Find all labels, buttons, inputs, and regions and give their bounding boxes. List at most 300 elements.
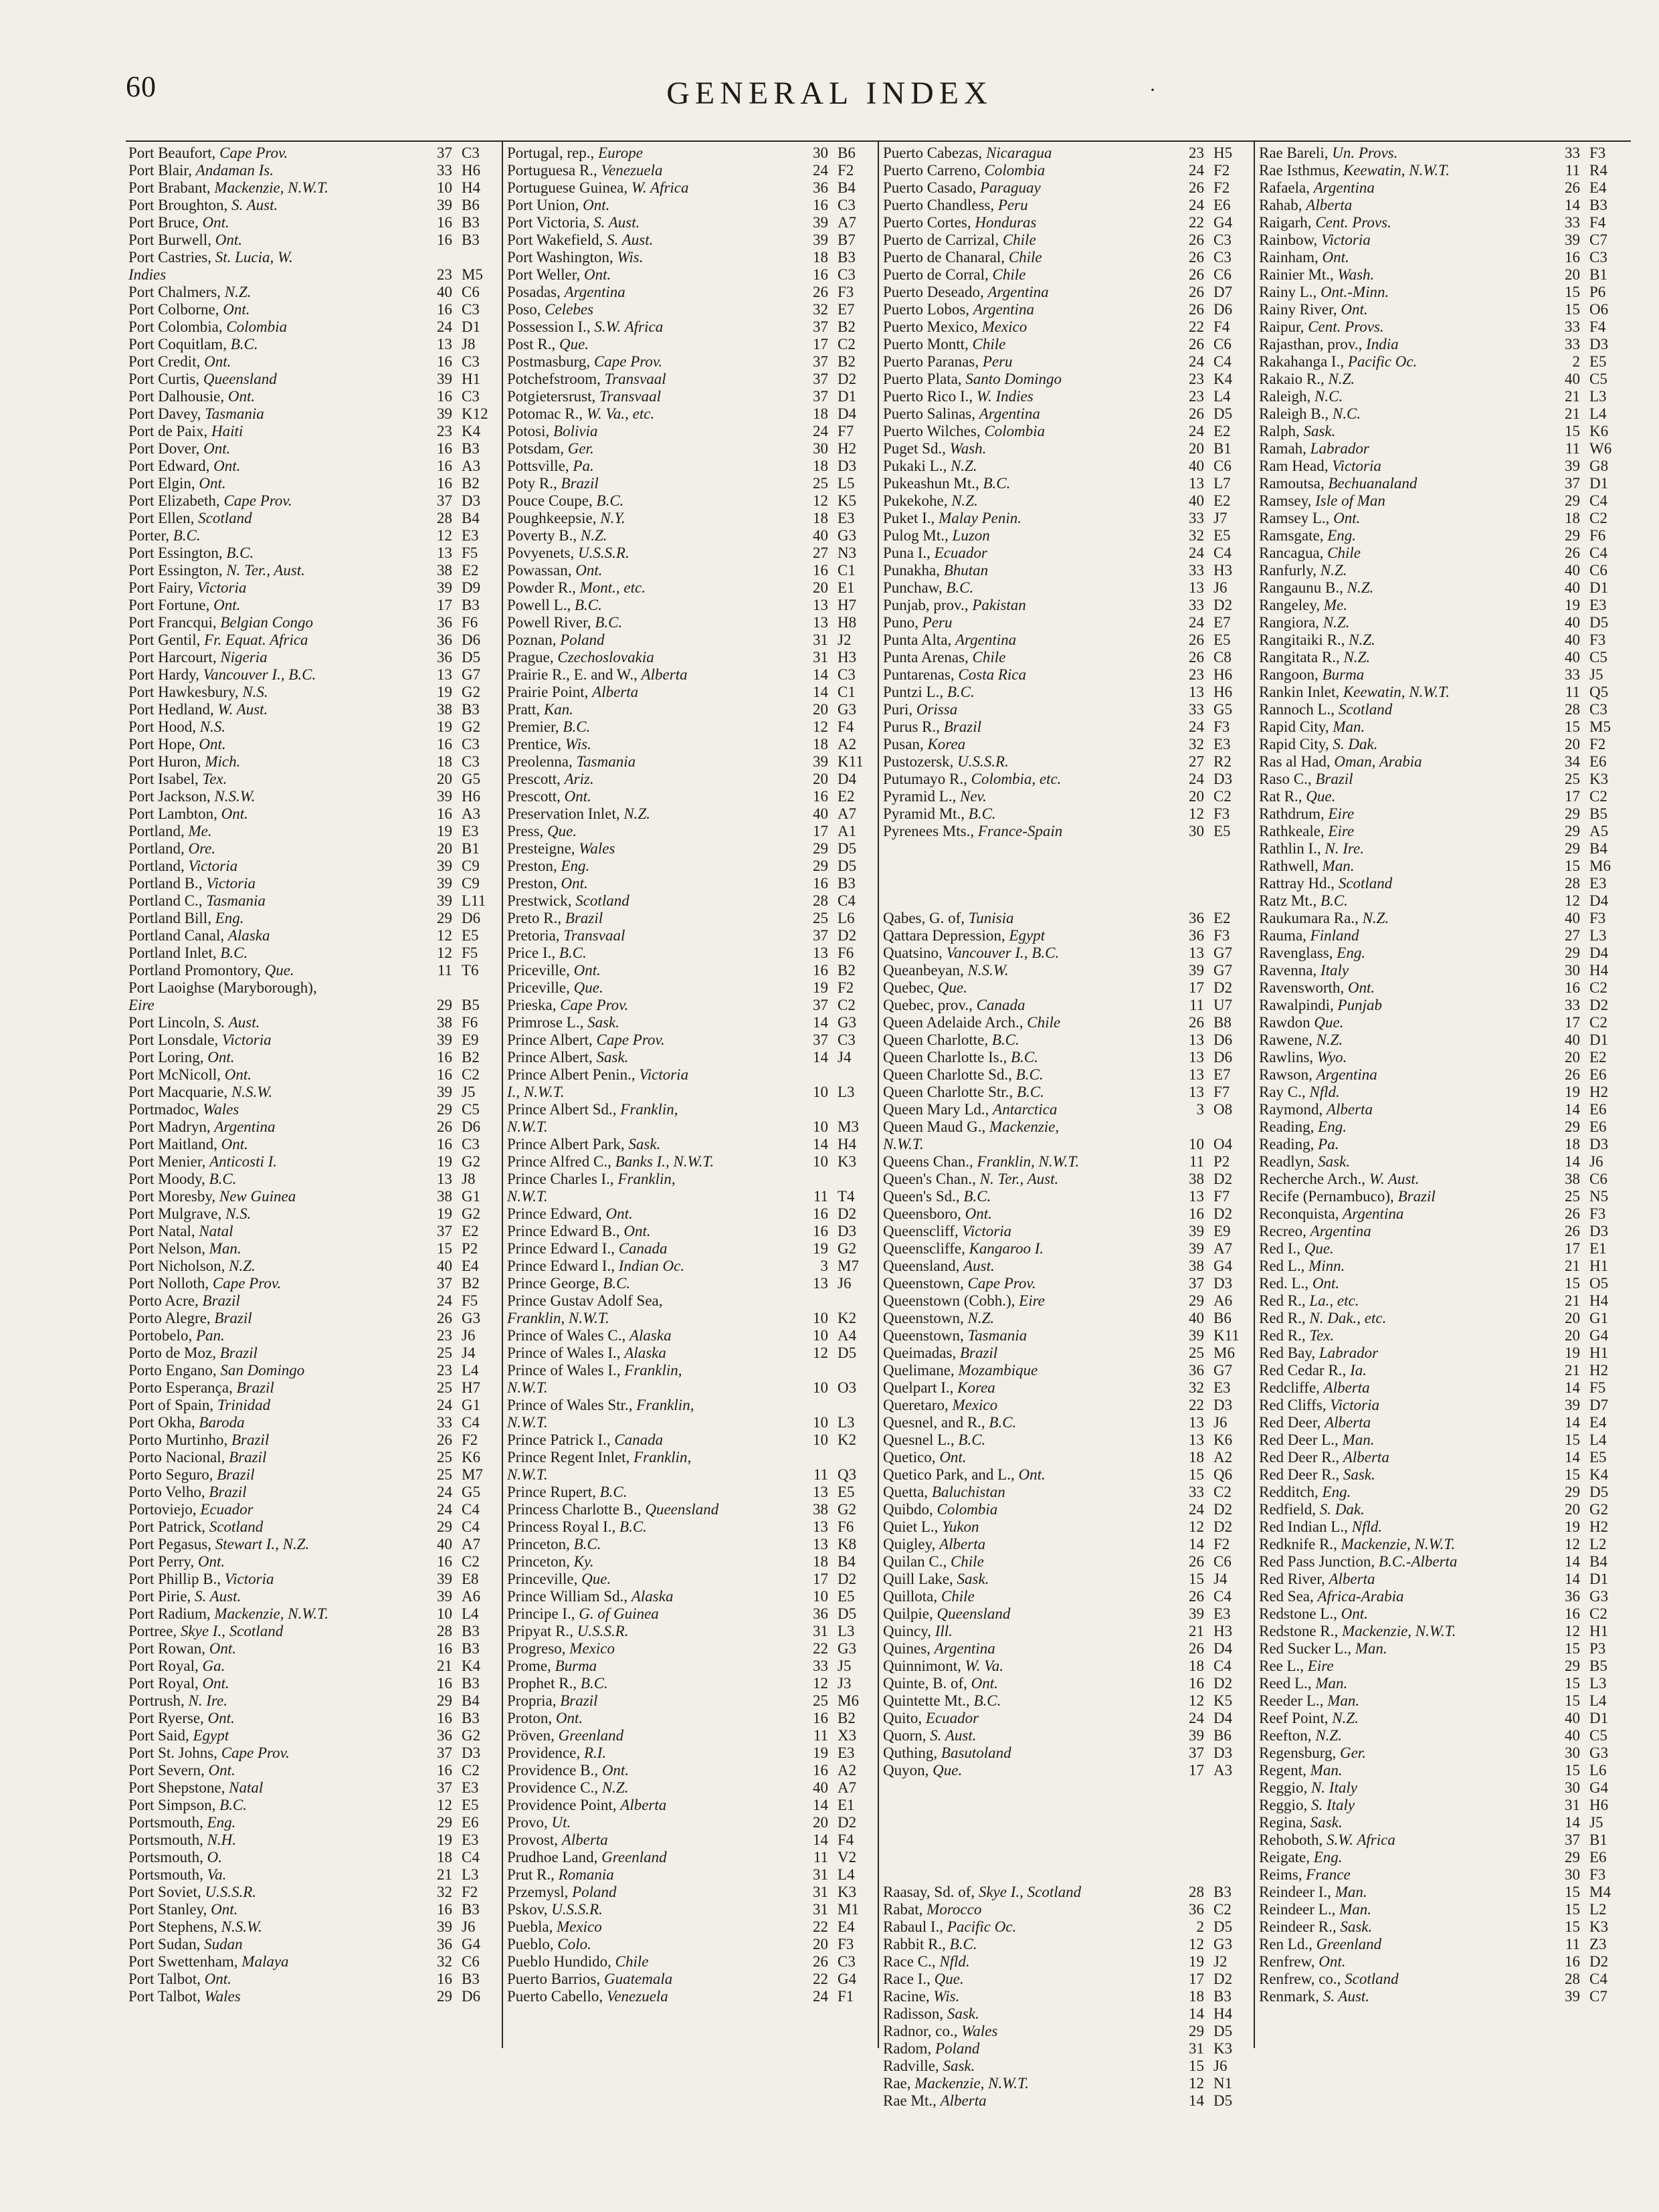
entry-region: Ill.	[935, 1623, 953, 1639]
entry-map-page: 25	[813, 475, 828, 492]
entry-map-page: 18	[813, 1553, 828, 1570]
index-entry	[1259, 475, 1624, 492]
entry-region: Baroda	[199, 1414, 245, 1431]
entry-grid-ref: G7	[462, 666, 481, 683]
entry-name	[128, 1727, 423, 1744]
index-entry	[883, 1710, 1248, 1727]
entry-place: Port Nelson,	[128, 1240, 209, 1257]
entry-grid-ref: C6	[1213, 458, 1232, 474]
entry-region: Ont.	[203, 440, 231, 457]
index-entry	[1259, 1571, 1624, 1588]
entry-map-page: 27	[1565, 927, 1580, 944]
entry-map-page: 19	[1565, 1518, 1580, 1535]
entry-name	[883, 2075, 1175, 2092]
entry-map-page: 39	[1189, 1240, 1204, 1257]
entry-name	[507, 562, 799, 579]
entry-place: Port Ellen,	[128, 510, 199, 526]
entry-place: Queensland,	[883, 1258, 964, 1274]
entry-name	[1259, 301, 1551, 318]
entry-map-page: 14	[1189, 1536, 1204, 1552]
entry-map-page: 39	[1565, 458, 1580, 474]
entry-map-page: 15	[1565, 1901, 1580, 1918]
entry-map-page: 40	[1565, 614, 1580, 631]
index-entry	[883, 805, 1248, 823]
index-entry	[1259, 458, 1624, 475]
entry-region: Man.	[209, 1240, 241, 1257]
entry-region: S. Italy	[1310, 1797, 1355, 1813]
entry-grid-ref: N5	[1589, 1188, 1609, 1205]
entry-region: Cape Prov.	[223, 492, 292, 509]
entry-region: Ont.	[561, 875, 588, 892]
entry-name	[883, 510, 1175, 527]
entry-region: Alberta	[1306, 197, 1353, 213]
entry-map-page: 25	[1565, 771, 1580, 787]
index-entry	[128, 736, 496, 753]
entry-region: Que.	[1304, 1240, 1334, 1257]
entry-name	[128, 1831, 423, 1849]
entry-map-page: 23	[1189, 371, 1204, 387]
index-entry	[128, 162, 496, 179]
entry-name	[883, 2040, 1175, 2057]
entry-region: Ariz.	[564, 771, 594, 787]
entry-region: Mackenzie, N.W.T.	[1341, 1536, 1456, 1552]
index-entry	[507, 1727, 872, 1744]
entry-place: Potosi,	[507, 423, 554, 439]
entry-grid-ref: K2	[838, 1431, 857, 1448]
index-entry	[507, 1136, 872, 1153]
entry-map-page: 28	[1189, 1884, 1204, 1900]
entry-region: B.C.	[595, 614, 623, 631]
entry-place: Puerto Salinas,	[883, 405, 979, 422]
entry-map-page: 24	[1189, 162, 1204, 179]
index-entry	[883, 1310, 1248, 1327]
entry-grid-ref: D2	[838, 1205, 857, 1222]
entry-name	[883, 1536, 1175, 1553]
entry-map-page: 13	[1189, 1414, 1204, 1431]
entry-map-page: 16	[813, 1762, 828, 1779]
entry-region: Alberta	[1326, 1101, 1373, 1118]
entry-name	[507, 475, 799, 492]
entry-grid-ref: H8	[838, 614, 857, 631]
entry-region: Me.	[1323, 597, 1347, 613]
entry-grid-ref: D1	[1589, 1571, 1609, 1587]
entry-map-page: 22	[1189, 318, 1204, 335]
entry-grid-ref: G2	[462, 1727, 481, 1744]
entry-place: Puerto Cortes,	[883, 214, 975, 231]
entry-place: Port Essington,	[128, 562, 227, 579]
entry-name	[507, 492, 799, 510]
entry-map-page: 26	[813, 1953, 828, 1970]
entry-place: Ramoutsa,	[1259, 475, 1329, 492]
entry-grid-ref: B4	[838, 1553, 856, 1570]
entry-grid-ref: B4	[462, 1692, 480, 1709]
entry-map-page: 17	[1565, 1240, 1580, 1257]
entry-grid-ref: A1	[838, 823, 857, 839]
entry-region: Scotland	[1338, 701, 1393, 718]
entry-place: Quesnel L.,	[883, 1431, 959, 1448]
entry-grid-ref: H2	[1589, 1518, 1609, 1535]
entry-map-page: 19	[1565, 1084, 1580, 1100]
entry-region: Ont.	[199, 475, 226, 492]
entry-map-page: 15	[1565, 1275, 1580, 1292]
index-entry	[1259, 614, 1624, 631]
entry-map-page: 26	[1189, 179, 1204, 196]
entry-region: Sask.	[1310, 1814, 1343, 1831]
entry-region: Tunisia	[968, 910, 1014, 926]
entry-region: Chile	[615, 1953, 649, 1970]
entry-place: Powder R.,	[507, 579, 580, 596]
entry-region: Brazil	[236, 1379, 274, 1396]
entry-map-page: 40	[1565, 631, 1580, 648]
entry-name	[507, 1727, 799, 1744]
entry-grid-ref: G4	[838, 1971, 857, 1987]
entry-map-page: 36	[437, 1936, 452, 1952]
entry-name	[128, 1101, 423, 1118]
entry-map-page: 14	[813, 1831, 828, 1848]
entry-map-page: 36	[813, 1605, 828, 1622]
entry-name	[1259, 353, 1551, 371]
entry-region: Eire	[1328, 823, 1355, 839]
entry-map-page: 13	[813, 614, 828, 631]
entry-grid-ref: M6	[838, 1692, 859, 1709]
index-entry	[883, 266, 1248, 284]
entry-map-page: 26	[1189, 301, 1204, 318]
index-entry	[1259, 579, 1624, 597]
index-entry	[128, 1049, 496, 1066]
entry-grid-ref: D4	[1589, 944, 1609, 961]
entry-place: Rapid City,	[1259, 718, 1333, 735]
index-entry	[883, 1675, 1248, 1692]
entry-name	[883, 718, 1175, 736]
entry-map-page: 26	[1565, 179, 1580, 196]
entry-map-page: 10	[813, 1431, 828, 1448]
entry-grid-ref: V2	[838, 1849, 857, 1866]
entry-map-page: 38	[813, 1501, 828, 1518]
entry-grid-ref: C9	[462, 858, 480, 874]
entry-grid-ref: A6	[462, 1588, 481, 1605]
index-entry	[507, 388, 872, 405]
entry-name	[1259, 858, 1551, 875]
index-entry	[128, 1223, 496, 1240]
entry-grid-ref: E3	[462, 1831, 479, 1848]
entry-name	[507, 197, 799, 214]
index-entry	[883, 1988, 1248, 2005]
entry-map-page: 24	[1189, 718, 1204, 735]
entry-region: Argentina	[955, 631, 1017, 648]
entry-name	[883, 1066, 1175, 1084]
index-entry	[128, 1953, 496, 1971]
entry-name	[883, 1953, 1175, 1971]
entry-map-page: 12	[1189, 1936, 1204, 1952]
entry-place: Raasay, Sd. of,	[883, 1884, 979, 1900]
entry-name	[883, 614, 1175, 631]
entry-region: Victoria	[188, 858, 238, 874]
index-entry	[1259, 858, 1624, 875]
entry-name	[128, 1553, 423, 1571]
entry-map-page: 22	[813, 1918, 828, 1935]
entry-name	[1259, 1744, 1551, 1762]
entry-place: Rahab,	[1259, 197, 1306, 213]
entry-place: Puerto Cabello,	[507, 1988, 607, 2005]
entry-place: Port Nolloth,	[128, 1275, 213, 1292]
entry-region: B.C.	[983, 475, 1011, 492]
entry-grid-ref: M3	[838, 1118, 859, 1135]
entry-place: Port Burwell,	[128, 231, 215, 248]
entry-grid-ref: K3	[1589, 771, 1609, 787]
entry-map-page: 12	[437, 927, 452, 944]
entry-map-page: 13	[1189, 1084, 1204, 1100]
entry-place: Prince Gustav Adolf Sea,	[507, 1292, 663, 1309]
entry-region: Ont.	[215, 231, 242, 248]
entry-grid-ref: D4	[1213, 1710, 1233, 1726]
entry-region: Wash.	[1337, 266, 1375, 283]
entry-place: Quill Lake,	[883, 1571, 957, 1587]
entry-grid-ref: E2	[1589, 1049, 1607, 1066]
entry-place: Providence Point,	[507, 1797, 621, 1813]
entry-region: B.C.	[599, 1484, 627, 1500]
entry-grid-ref: B1	[462, 840, 480, 857]
entry-name	[507, 1901, 799, 1918]
index-entry	[507, 1571, 872, 1588]
entry-name	[883, 562, 1175, 579]
entry-region: Pan.	[195, 1327, 225, 1344]
entry-grid-ref: D2	[838, 927, 857, 944]
entry-name	[128, 1431, 423, 1449]
entry-grid-ref: D6	[462, 910, 481, 926]
entry-region: Ont.	[623, 1223, 651, 1239]
entry-map-page: 31	[813, 1884, 828, 1900]
entry-grid-ref: F6	[838, 944, 854, 961]
entry-map-page: 40	[1565, 1031, 1580, 1048]
entry-name	[128, 1623, 423, 1640]
entry-name	[128, 649, 423, 666]
entry-name	[507, 510, 799, 527]
entry-name	[1259, 1466, 1551, 1484]
entry-place: Redfield,	[1259, 1501, 1320, 1518]
entry-place: Port Macquarie,	[128, 1084, 231, 1100]
entry-name	[883, 1014, 1175, 1031]
entry-region: Keewatin, N.W.T.	[1343, 162, 1450, 179]
entry-grid-ref: F2	[1213, 1536, 1230, 1552]
index-entry	[1259, 962, 1624, 979]
entry-region: Va.	[207, 1866, 227, 1883]
index-entry	[883, 1553, 1248, 1571]
entry-place: Port Madryn,	[128, 1118, 215, 1135]
index-entry	[883, 1518, 1248, 1536]
entry-region: B.C.	[226, 544, 254, 561]
entry-region: Chile	[1027, 1014, 1061, 1031]
index-entry	[507, 927, 872, 944]
entry-grid-ref: D5	[838, 858, 857, 874]
entry-region: Wis.	[933, 1988, 960, 2005]
entry-grid-ref: B3	[462, 1710, 480, 1726]
entry-name	[128, 214, 423, 231]
entry-region: Man.	[1322, 858, 1355, 874]
entry-map-page: 36	[1189, 927, 1204, 944]
entry-region: Nfld.	[1351, 1518, 1382, 1535]
entry-place: Port Hope,	[128, 736, 199, 752]
entry-place: Poso,	[507, 301, 545, 318]
entry-map-page: 37	[437, 1275, 452, 1292]
index-entry	[1259, 1223, 1624, 1240]
entry-map-page: 26	[1189, 249, 1204, 266]
entry-region: Mackenzie, N.W.T.	[1341, 1623, 1456, 1639]
entry-map-page: 12	[1189, 805, 1204, 822]
entry-place: Raleigh,	[1259, 388, 1315, 405]
entry-name	[507, 858, 799, 875]
entry-place: Portoviejo,	[128, 1501, 201, 1518]
index-entry	[883, 1379, 1248, 1397]
entry-map-page: 40	[1189, 458, 1204, 474]
entry-map-page: 32	[437, 1953, 452, 1970]
entry-map-page: 37	[813, 371, 828, 387]
entry-name	[1259, 1292, 1551, 1310]
entry-place: Puerto Mexico,	[883, 318, 982, 335]
entry-name	[128, 1692, 423, 1710]
entry-map-page: 12	[813, 1344, 828, 1361]
entry-place: Rabaul I.,	[883, 1918, 947, 1935]
entry-grid-ref: C9	[462, 875, 480, 892]
entry-map-page: 21	[1565, 1258, 1580, 1274]
entry-place: Quinnimont,	[883, 1657, 965, 1674]
entry-map-page: 20	[1189, 788, 1204, 805]
entry-region: Ont.	[207, 1710, 235, 1726]
entry-region: N.Z.	[623, 805, 651, 822]
entry-grid-ref: B5	[1589, 805, 1607, 822]
index-entry	[1259, 1588, 1624, 1605]
entry-map-page: 15	[1565, 1431, 1580, 1448]
entry-region: Brazil	[1315, 771, 1353, 787]
entry-region: Brazil	[1397, 1188, 1436, 1205]
entry-grid-ref: B2	[462, 1275, 480, 1292]
entry-name	[507, 910, 799, 927]
entry-grid-ref: C2	[1589, 1014, 1607, 1031]
entry-name	[883, 1657, 1175, 1675]
index-entry	[128, 1344, 496, 1362]
entry-place: Quines,	[883, 1640, 935, 1657]
entry-region: Cape Prov.	[221, 1744, 290, 1761]
entry-region: Ont.	[971, 1675, 998, 1692]
index-entry	[507, 1153, 872, 1171]
entry-place: Port Castries,	[128, 249, 215, 266]
entry-name	[507, 1292, 799, 1310]
entry-place: Rathlin I.,	[1259, 840, 1325, 857]
index-entry	[128, 1310, 496, 1327]
entry-grid-ref: E7	[1213, 614, 1231, 631]
entry-name	[1259, 527, 1551, 544]
entry-grid-ref: M4	[1589, 1884, 1611, 1900]
entry-place: Prieska,	[507, 997, 561, 1013]
entry-place: Rajasthan, prov.,	[1259, 336, 1367, 353]
entry-region: Sask.	[596, 1049, 629, 1066]
index-entry	[883, 1971, 1248, 1988]
entry-map-page: 19	[437, 718, 452, 735]
entry-map-page: 16	[1565, 979, 1580, 996]
entry-name	[1259, 1014, 1551, 1031]
entry-region: Queensland	[203, 371, 277, 387]
entry-place: Prince Edward,	[507, 1205, 606, 1222]
index-entry	[507, 458, 872, 475]
index-entry	[1259, 701, 1624, 718]
entry-map-page: 17	[1189, 1971, 1204, 1987]
entry-name	[883, 405, 1175, 423]
entry-place: Regensburg,	[1259, 1744, 1340, 1761]
entry-grid-ref: E6	[1589, 753, 1607, 770]
entry-region: N.W.T.	[507, 1414, 548, 1431]
entry-map-page: 21	[1565, 388, 1580, 405]
entry-grid-ref: D5	[1213, 1918, 1233, 1935]
index-entry	[128, 840, 496, 858]
entry-place: Port Sudan,	[128, 1936, 205, 1952]
index-entry	[128, 284, 496, 301]
entry-region: Colombia, etc.	[971, 771, 1062, 787]
entry-map-page: 24	[437, 318, 452, 335]
entry-name	[128, 249, 423, 266]
entry-grid-ref: B3	[838, 249, 856, 266]
index-entry	[128, 684, 496, 701]
entry-place: Queenstown,	[883, 1327, 968, 1344]
entry-place: Ravenglass,	[1259, 944, 1337, 961]
entry-grid-ref: B3	[462, 1623, 480, 1639]
entry-region: Greenland	[601, 1849, 667, 1866]
entry-place: Prentice,	[507, 736, 565, 752]
entry-place: Port Mulgrave,	[128, 1205, 226, 1222]
entry-map-page: 40	[1565, 562, 1580, 579]
entry-name	[883, 1640, 1175, 1657]
entry-place: Pyramid L.,	[883, 788, 960, 805]
entry-region: W. Indies	[976, 388, 1034, 405]
entry-place: Quincy,	[883, 1623, 935, 1639]
index-entry	[883, 1031, 1248, 1049]
entry-region: B.C.	[230, 336, 258, 353]
entry-name	[128, 962, 423, 979]
entry-place: Reindeer I.,	[1259, 1884, 1335, 1900]
entry-name	[883, 1118, 1175, 1136]
entry-grid-ref: K4	[462, 1657, 481, 1674]
entry-name	[128, 440, 423, 458]
entry-region: Ont.	[224, 1066, 252, 1083]
index-entry	[1259, 1901, 1624, 1918]
entry-name	[128, 179, 423, 197]
entry-region: U.S.S.R.	[205, 1884, 257, 1900]
entry-region: Ont.-Minn.	[1321, 284, 1389, 300]
entry-grid-ref: D2	[1213, 597, 1233, 613]
entry-region: Nigeria	[220, 649, 268, 666]
entry-grid-ref: O3	[838, 1379, 857, 1396]
index-entry	[128, 1675, 496, 1692]
index-entry	[1259, 440, 1624, 458]
entry-map-page: 39	[437, 1918, 452, 1935]
entry-name	[883, 1205, 1175, 1223]
page-mark: ·	[1149, 79, 1156, 101]
entry-region: Man.	[1333, 718, 1365, 735]
entry-region: New Guinea	[219, 1188, 296, 1205]
entry-map-page: 16	[813, 1205, 828, 1222]
entry-region: Tex.	[202, 771, 227, 787]
entry-region: Mackenzie, N.W.T.	[214, 179, 328, 196]
entry-map-page: 25	[437, 1449, 452, 1466]
entry-region: Natal	[229, 1779, 264, 1796]
index-entry	[1259, 753, 1624, 771]
entry-place: Provo,	[507, 1814, 552, 1831]
entry-place: Pripyat R.,	[507, 1623, 577, 1639]
entry-name	[507, 927, 799, 944]
entry-grid-ref: D4	[838, 771, 857, 787]
index-entry	[1259, 1797, 1624, 1814]
entry-grid-ref: D7	[1213, 284, 1233, 300]
entry-map-page: 24	[1189, 423, 1204, 439]
entry-name	[883, 666, 1175, 684]
